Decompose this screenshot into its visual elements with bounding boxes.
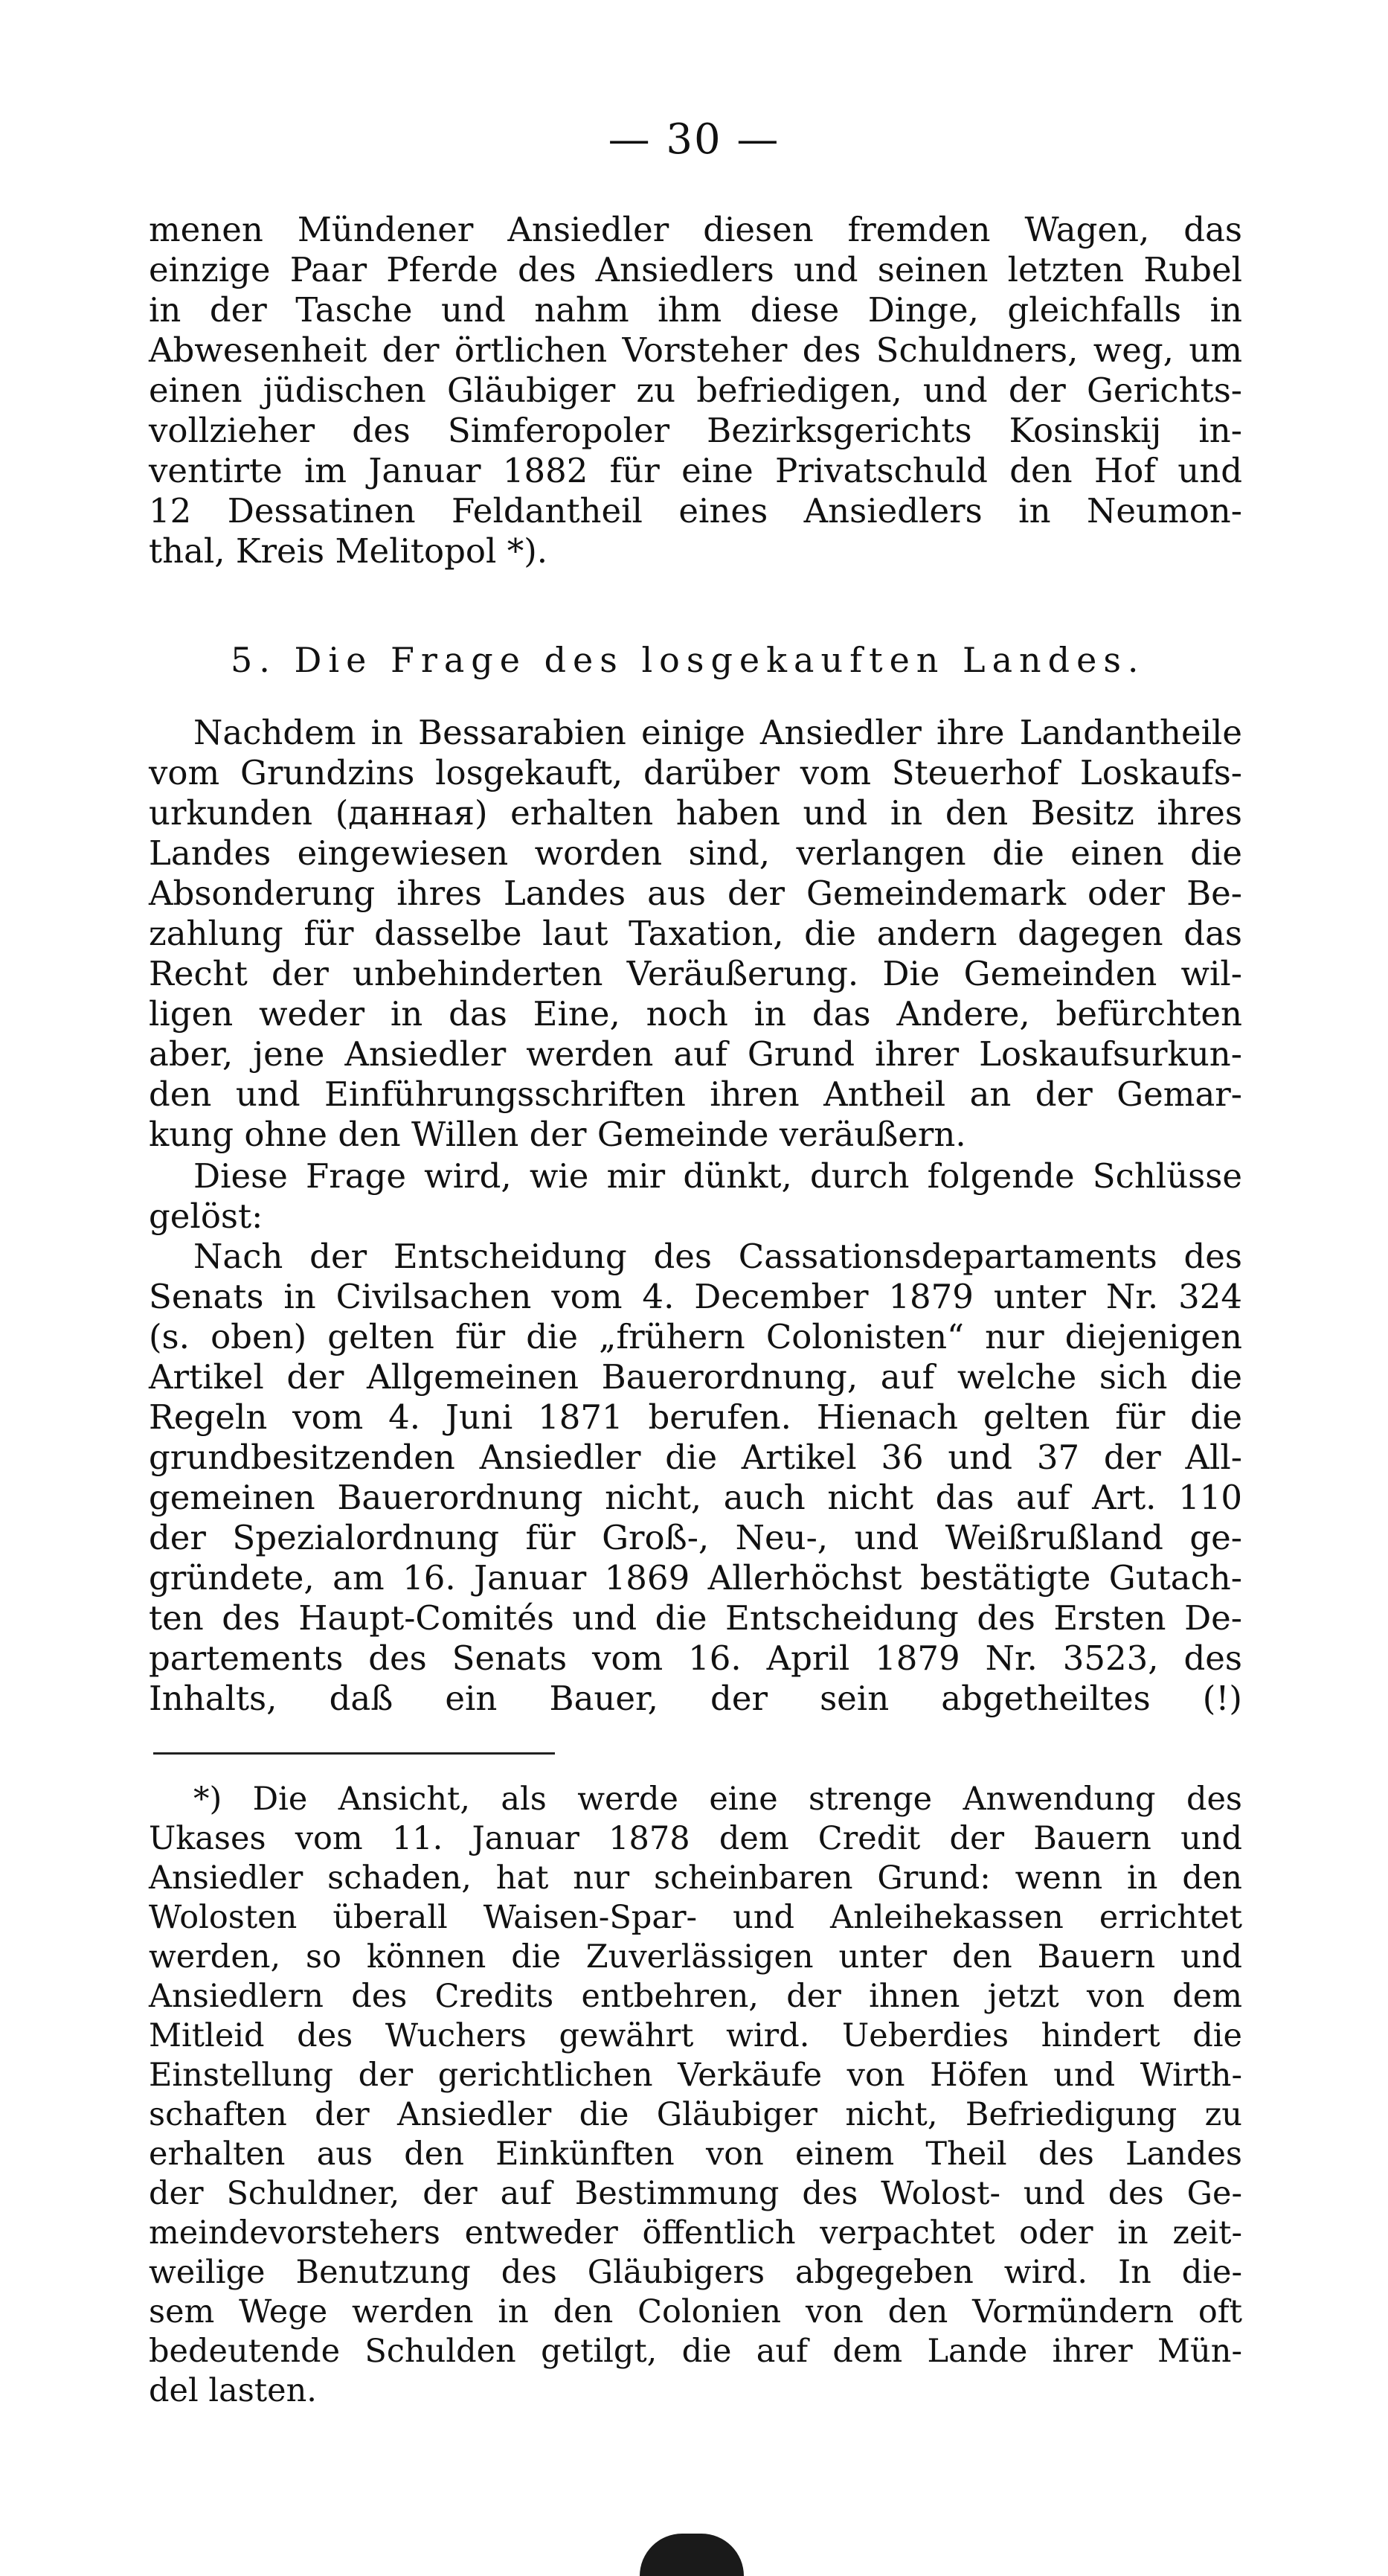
footnote-line: schaften der Ansiedler die Gläubiger nicht, Befriedigung zu	[149, 2096, 1242, 2133]
text-line: einen jüdischen Gläubiger zu befriedigen, und der Gerichts-	[149, 371, 1242, 410]
footnote-divider	[153, 1752, 555, 1755]
text-line: vom Grundzins losgekauft, darüber vom Steuerhof Loskaufs-	[149, 753, 1242, 792]
text-line: grundbesitzenden Ansiedler die Artikel 36 und 37 der All-	[149, 1438, 1242, 1477]
footnote-line: Ansiedler schaden, hat nur scheinbaren Grund: wenn in den	[149, 1859, 1242, 1897]
ink-blot	[640, 2534, 744, 2576]
footnote-line: Ansiedlern des Credits entbehren, der ihnen jetzt von dem	[149, 1978, 1242, 2015]
footnote-line: Wolosten überall Waisen-Spar- und Anleihekassen errichtet	[149, 1899, 1242, 1936]
text-line: vollzieher des Simferopoler Bezirksgerichts Kosinskij in-	[149, 411, 1242, 450]
text-line: kung ohne den Willen der Gemeinde veräußern.	[149, 1115, 966, 1154]
text-line: ten des Haupt-Comités und die Entscheidung des Ersten De-	[149, 1598, 1242, 1638]
footnote-line: der Schuldner, der auf Bestimmung des Wolost- und des Ge-	[149, 2175, 1242, 2212]
paragraph-2	[149, 1156, 1242, 1237]
text-line: gemeinen Bauerordnung nicht, auch nicht das auf Art. 110	[149, 1478, 1242, 1517]
text-line: aber, jene Ansiedler werden auf Grund ihrer Loskaufsurkun-	[149, 1034, 1242, 1074]
footnote-line: werden, so können die Zuverlässigen unter den Bauern und	[149, 1938, 1242, 1976]
footnote	[149, 1780, 1242, 2411]
text-line: gründete, am 16. Januar 1869 Allerhöchst bestätigte Gutach-	[149, 1558, 1242, 1598]
text-line: gelöst:	[149, 1196, 263, 1236]
text-line: Landes eingewiesen worden sind, verlangen die einen die	[149, 833, 1242, 873]
paragraph-3	[149, 1237, 1242, 1719]
text-line: urkunden (данная) erhalten haben und in den Besitz ihres	[149, 793, 1242, 833]
footnote-line: bedeutende Schulden getilgt, die auf dem Lande ihrer Mün-	[149, 2333, 1242, 2370]
footnote-line: del lasten.	[149, 2372, 317, 2409]
text-line: Recht der unbehinderten Veräußerung. Die Gemeinden wil-	[149, 954, 1242, 993]
text-line: einzige Paar Pferde des Ansiedlers und seinen letzten Rubel	[149, 250, 1242, 289]
text-line: 12 Dessatinen Feldantheil eines Ansiedlers in Neumon-	[149, 491, 1242, 531]
footnote-line: Einstellung der gerichtlichen Verkäufe von Höfen und Wirth-	[149, 2057, 1242, 2094]
text-line: ventirte im Januar 1882 für eine Privatschuld den Hof und	[149, 451, 1242, 490]
text-line: den und Einführungsschriften ihren Antheil an der Gemar-	[149, 1074, 1242, 1114]
text-line: partements des Senats vom 16. April 1879 Nr. 3523, des	[149, 1638, 1242, 1678]
footnote-line: sem Wege werden in den Colonien von den Vormündern oft	[149, 2293, 1242, 2330]
footnote-line: erhalten aus den Einkünften von einem Theil des Landes	[149, 2136, 1242, 2173]
text-line: in der Tasche und nahm ihm diese Dinge, gleichfalls in	[149, 290, 1242, 330]
text-line: (s. oben) gelten für die „frühern Colonisten“ nur diejenigen	[149, 1317, 1242, 1356]
text-line: Inhalts, daß ein Bauer, der sein abgetheiltes (!)	[149, 1679, 1242, 1718]
footnote-line: meindevorstehers entweder öffentlich verpachtet oder in zeit-	[149, 2214, 1242, 2252]
text-line: Abwesenheit der örtlichen Vorsteher des Schuldners, weg, um	[149, 330, 1242, 370]
text-line: Absonderung ihres Landes aus der Gemeindemark oder Be-	[149, 874, 1242, 913]
text-line: Regeln vom 4. Juni 1871 berufen. Hienach gelten für die	[149, 1397, 1242, 1437]
footnote-line: Mitleid des Wuchers gewährt wird. Ueberdies hindert die	[149, 2017, 1242, 2054]
text-line: Artikel der Allgemeinen Bauerordnung, auf welche sich die	[149, 1357, 1242, 1397]
text-line: thal, Kreis Melitopol *).	[149, 531, 548, 571]
text-line: der Spezialordnung für Groß-, Neu-, und Weißrußland ge-	[149, 1518, 1242, 1557]
text-line: menen Mündener Ansiedler diesen fremden Wagen, das	[149, 210, 1242, 249]
footnote-line: weilige Benutzung des Gläubigers abgegeben wird. In die-	[149, 2254, 1242, 2291]
section-heading: 5. Die Frage des losgekauften Landes.	[231, 640, 1146, 680]
page-number: — 30 —	[608, 115, 780, 164]
paragraph-1	[149, 713, 1242, 1155]
text-line: Senats in Civilsachen vom 4. December 1879 unter Nr. 324	[149, 1277, 1242, 1316]
text-line: Diese Frage wird, wie mir dünkt, durch folgende Schlüsse	[193, 1156, 1242, 1196]
text-line: Nachdem in Bessarabien einige Ansiedler ihre Landantheile	[193, 713, 1242, 752]
text-line: Nach der Entscheidung des Cassationsdepartaments des	[193, 1237, 1242, 1276]
continued-paragraph	[149, 210, 1242, 571]
footnote-line: *) Die Ansicht, als werde eine strenge Anwendung des	[193, 1781, 1242, 1818]
text-line: ligen weder in das Eine, noch in das Andere, befürchten	[149, 994, 1242, 1034]
footnote-line: Ukases vom 11. Januar 1878 dem Credit der Bauern und	[149, 1820, 1242, 1857]
text-line: zahlung für dasselbe laut Taxation, die andern dagegen das	[149, 914, 1242, 953]
